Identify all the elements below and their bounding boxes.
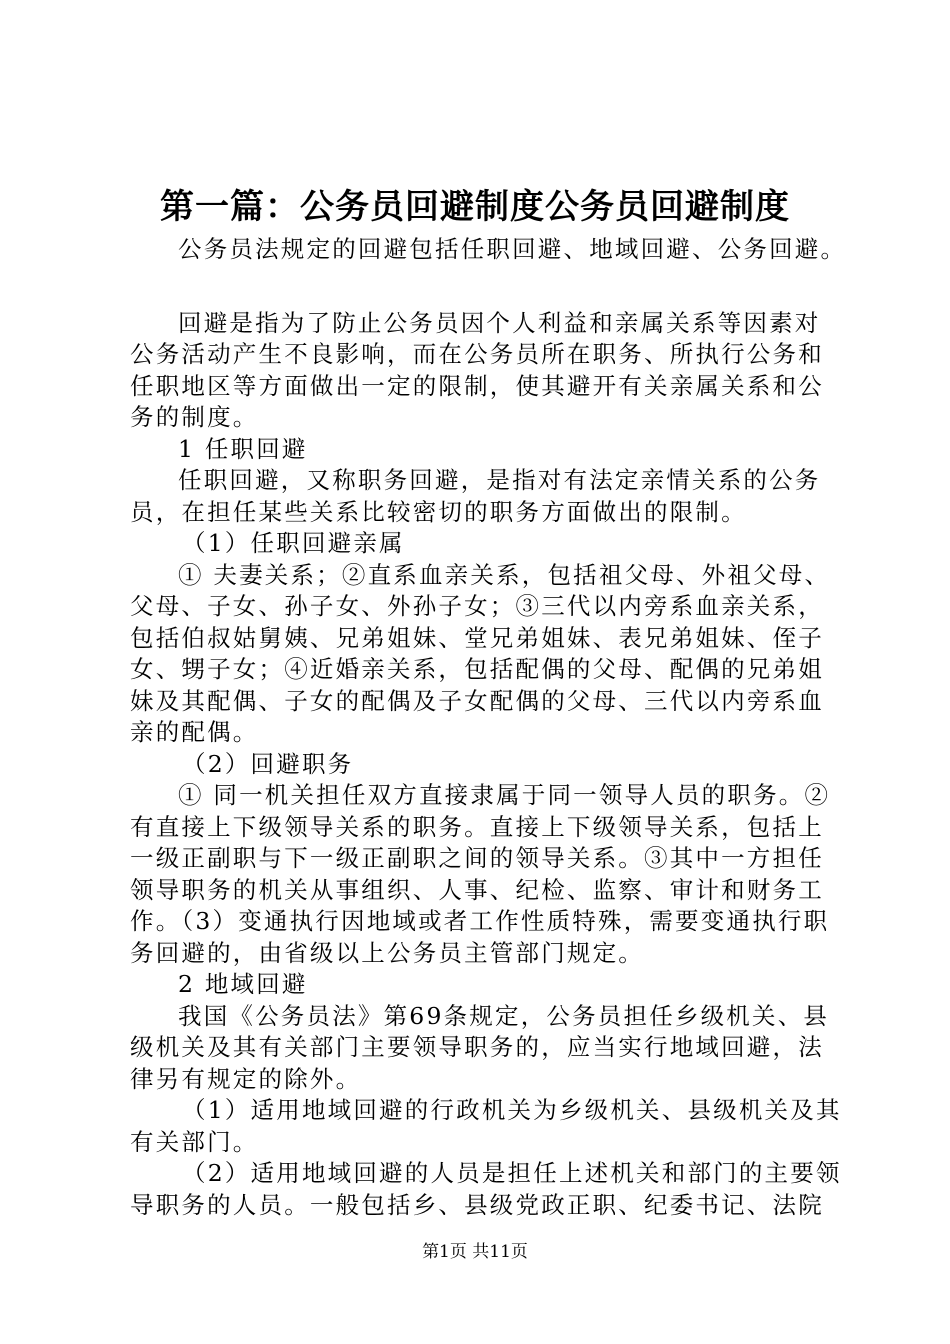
paragraph-line: 有直接上下级领导关系的职务。直接上下级领导关系，包括上 xyxy=(130,812,824,841)
paragraph-line: 女、甥子女；④近婚亲关系，包括配偶的父母、配偶的兄弟姐 xyxy=(130,655,824,683)
paragraph-line: 一级正副职与下一级正副职之间的领导关系。③其中一方担任 xyxy=(130,844,824,872)
paragraph-line: 级机关及其有关部门主要领导职务的，应当实行地域回避，法 xyxy=(130,1033,824,1061)
paragraph-line: 领导职务的机关从事组织、人事、纪检、监察、审计和财务工 xyxy=(130,875,824,904)
paragraph-line: 公务活动产生不良影响，而在公务员所在职务、所执行公务和 xyxy=(130,340,824,368)
document-body xyxy=(130,234,847,1221)
paragraph-line: 父母、子女、孙子女、外孙子女；③三代以内旁系血亲关系， xyxy=(130,592,824,620)
paragraph-line: 员，在担任某些关系比较密切的职务方面做出的限制。 xyxy=(130,497,747,526)
paragraph-line: ① 夫妻关系；②直系血亲关系，包括祖父母、外祖父母、 xyxy=(178,560,831,589)
paragraph-line: （1）适用地域回避的行政机关为乡级机关、县级机关及其 xyxy=(182,1096,842,1124)
section-heading: 2 地域回避 xyxy=(178,970,308,998)
paragraph-line: 务回避的，由省级以上公务员主管部门规定。 xyxy=(130,938,644,967)
paragraph-line: 作。（3）变通执行因地域或者工作性质特殊，需要变通执行职 xyxy=(130,907,830,935)
paragraph-line: 有关部门。 xyxy=(130,1127,259,1156)
paragraph-line: （2）适用地域回避的人员是担任上述机关和部门的主要领 xyxy=(182,1159,842,1187)
paragraph-line: 包括伯叔姑舅姨、兄弟姐妹、堂兄弟姐妹、表兄弟姐妹、侄子 xyxy=(130,623,824,652)
document-title: 第一篇：公务员回避制度公务员回避制度 xyxy=(160,187,790,227)
paragraph-line: 我国《公务员法》第69条规定，公务员担任乡级机关、县 xyxy=(178,1001,830,1030)
paragraph-line: 导职务的人员。一般包括乡、县级党政正职、纪委书记、法院 xyxy=(130,1190,824,1219)
page-number-footer: 第1页 共11页 xyxy=(422,1242,528,1262)
paragraph-line: 回避是指为了防止公务员因个人利益和亲属关系等因素对 xyxy=(178,308,821,337)
section-heading: 1 任职回避 xyxy=(178,434,308,463)
subsection-heading: （2）回避职务 xyxy=(182,749,354,778)
paragraph-line: ① 同一机关担任双方直接隶属于同一领导人员的职务。② xyxy=(178,781,831,809)
subsection-heading: （1）任职回避亲属 xyxy=(182,529,405,557)
paragraph-line: 律另有规定的除外。 xyxy=(130,1064,362,1093)
paragraph-line: 亲的配偶。 xyxy=(130,718,259,746)
paragraph-line: 任职地区等方面做出一定的限制，使其避开有关亲属关系和公 xyxy=(130,371,824,400)
paragraph-line: 任职回避，又称职务回避，是指对有法定亲情关系的公务 xyxy=(178,466,821,494)
paragraph-gap xyxy=(130,266,842,308)
paragraph-line: 务的制度。 xyxy=(130,403,259,431)
paragraph-line: 公务员法规定的回避包括任职回避、地域回避、公务回避。 xyxy=(178,235,847,263)
paragraph-line: 妹及其配偶、子女的配偶及子女配偶的父母、三代以内旁系血 xyxy=(130,686,824,715)
